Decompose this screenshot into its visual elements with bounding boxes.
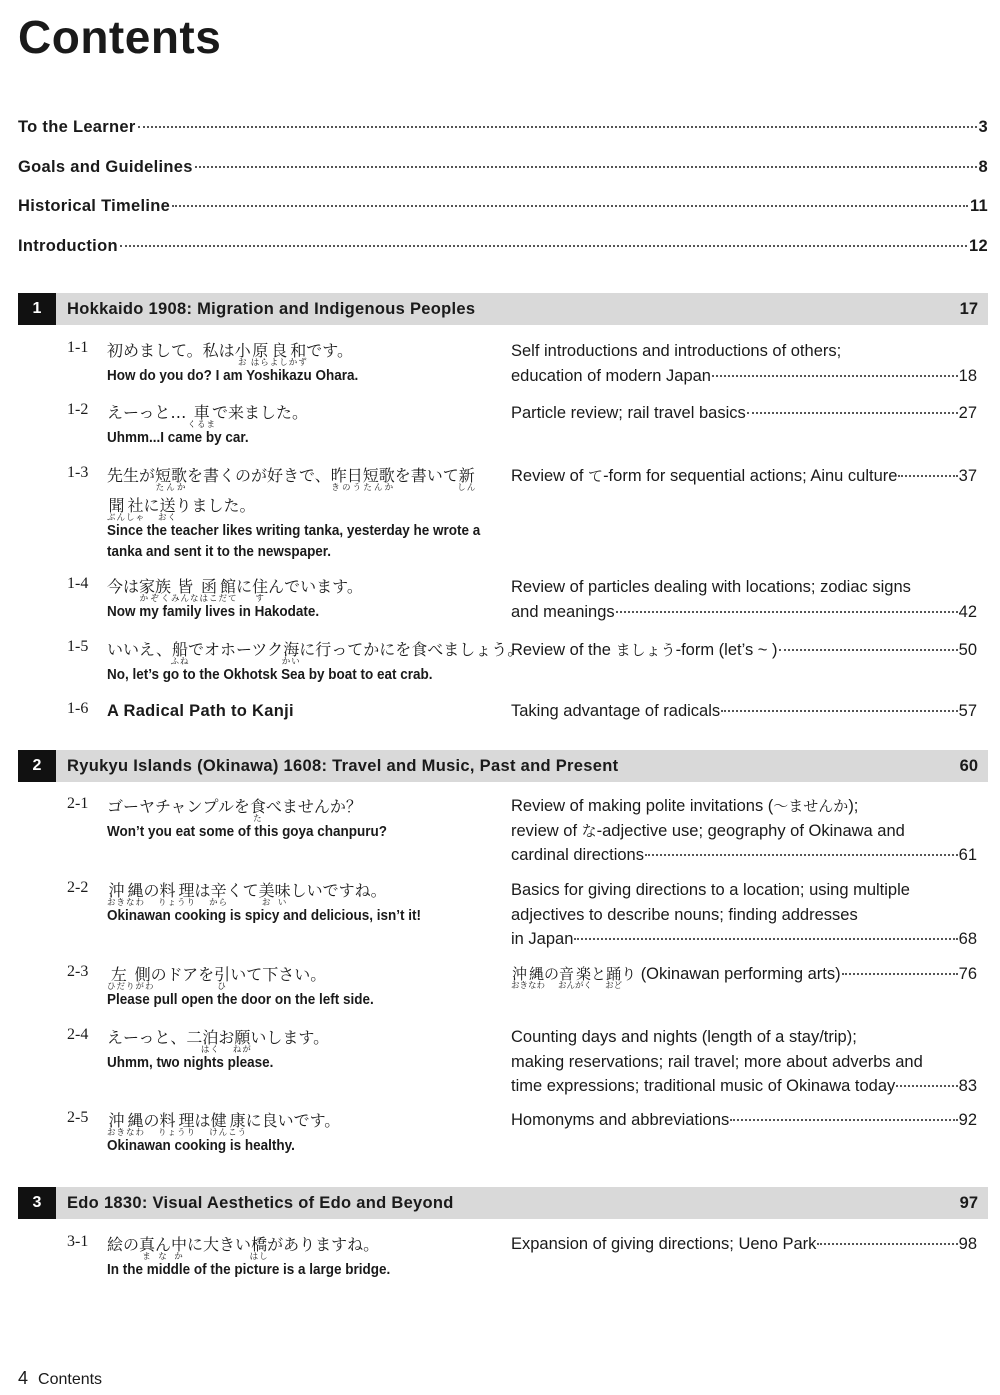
lesson-description: Particle review; rail travel basics 27	[511, 401, 977, 426]
chapter-title: Hokkaido 1908: Migration and Indigenous Peoples	[67, 299, 476, 318]
dot-leader	[616, 611, 958, 613]
lesson-english-title: Okinawan cooking is healthy.	[107, 1138, 295, 1154]
lesson-page: 50	[958, 641, 977, 659]
dot-leader	[645, 854, 958, 856]
lesson-number: 3-1	[67, 1233, 89, 1250]
lesson-description: Review of the ましょう -form (let’s ~ ) 50	[511, 638, 977, 663]
lesson-title: A Radical Path to Kanji	[107, 702, 294, 720]
lesson-page: 68	[958, 930, 977, 949]
chapter-header[interactable]	[18, 293, 988, 325]
front-matter-page: 8	[978, 157, 988, 176]
dot-leader	[574, 938, 957, 940]
dot-leader	[747, 412, 958, 414]
front-matter-item[interactable]	[18, 118, 988, 158]
dot-leader	[120, 245, 967, 247]
front-matter-label: Historical Timeline	[18, 197, 171, 215]
front-matter-item[interactable]	[18, 197, 988, 237]
dot-leader	[138, 126, 977, 128]
lesson-number: 1-5	[67, 638, 89, 655]
lesson-english-title: Uhmm, two nights please.	[107, 1055, 274, 1071]
lesson-page: 42	[958, 602, 977, 621]
chapter-title: Edo 1830: Visual Aesthetics of Edo and Beyond	[67, 1193, 454, 1212]
lesson-number: 2-3	[67, 963, 89, 980]
lesson-japanese-title-cont: 聞社ぶんしゃに送おくりました。	[107, 496, 256, 523]
front-matter-item[interactable]	[18, 158, 988, 198]
dot-leader	[721, 710, 958, 712]
chapter-header[interactable]	[18, 1187, 988, 1219]
lesson-japanese-title: 初めまして。私は小お原はら良よし和かずです。	[107, 341, 353, 368]
lesson-description: Expansion of giving directions; Ueno Park 98	[511, 1232, 977, 1257]
lesson-page: 61	[958, 846, 977, 865]
lesson-english-title: In the middle of the picture is a large bridge.	[107, 1262, 391, 1278]
chapter-header[interactable]	[18, 750, 988, 782]
chapter-title: Ryukyu Islands (Okinawa) 1608: Travel and Music, Past and Present	[67, 756, 619, 775]
lesson-number: 1-3	[67, 464, 89, 481]
lesson-page: 37	[958, 467, 977, 485]
page-footer	[18, 1368, 102, 1389]
lesson-english-title: Please pull open the door on the left side.	[107, 992, 374, 1008]
lesson-page: 76	[958, 965, 977, 983]
chapter-page: 97	[959, 1193, 978, 1212]
lesson-description: Review of て -form for sequential actions; Ainu culture 37	[511, 464, 977, 489]
front-matter-label: Goals and Guidelines	[18, 157, 193, 176]
front-matter-page: 11	[969, 197, 988, 215]
dot-leader	[730, 1119, 957, 1121]
lesson-number: 1-6	[67, 700, 89, 717]
lesson-page: 83	[958, 1077, 977, 1096]
page-title: Contents	[18, 11, 222, 63]
chapter-number: 1	[18, 293, 56, 325]
dot-leader	[712, 375, 958, 377]
lesson-english-title: Now my family lives in Hakodate.	[107, 604, 320, 620]
lesson-number: 1-4	[67, 575, 89, 592]
dot-leader	[172, 205, 968, 207]
chapter-page: 60	[959, 756, 978, 775]
dot-leader	[779, 649, 958, 651]
lesson-page: 92	[958, 1111, 977, 1129]
lesson-japanese-title: えーっと、二泊はくお願ねがいします。	[107, 1028, 330, 1055]
front-matter-list	[18, 118, 988, 276]
chapter-number: 3	[18, 1187, 56, 1219]
lesson-page: 98	[958, 1235, 977, 1253]
lesson-description: Homonyms and abbreviations 92	[511, 1108, 977, 1133]
lesson-english-title: Okinawan cooking is spicy and delicious, isn’t it!	[107, 908, 421, 924]
lesson-number: 2-5	[67, 1109, 89, 1126]
front-matter-item[interactable]	[18, 237, 988, 277]
lesson-number: 2-1	[67, 795, 89, 812]
front-matter-label: Introduction	[18, 236, 118, 255]
front-matter-label: To the Learner	[18, 118, 136, 136]
dot-leader	[898, 475, 957, 477]
lesson-japanese-title: 左側ひだりがわのドアを引ひいて下さい。	[107, 965, 327, 992]
lesson-page: 27	[958, 404, 977, 422]
lesson-japanese-title: 絵の真まん中なかに大きい橋はしがありますね。	[107, 1235, 380, 1262]
lesson-description: Self introductions and introductions of others; education of modern Japan 18	[511, 339, 977, 388]
lesson-english-title: No, let’s go to the Okhotsk Sea by boat to eat crab.	[107, 667, 433, 683]
lesson-english-title: Uhmm...I came by car.	[107, 430, 249, 446]
dot-leader	[842, 973, 958, 975]
lesson-page: 57	[958, 702, 977, 720]
lesson-number: 1-1	[67, 339, 89, 356]
lesson-japanese-title: 今は家族かぞく皆みんな函館はこだてに住すんでいます。	[107, 577, 363, 604]
lesson-japanese-title: 沖縄おきなわの料理りょうりは辛からくて美味おいしいですね。	[107, 881, 387, 908]
lesson-description: 沖縄おきなわの音楽おんがくと踊おどり (Okinawan performing arts) 76	[511, 962, 977, 990]
front-matter-page: 12	[969, 236, 988, 255]
lesson-english-title: Since the teacher likes writing tanka, yesterday he wrote a tanka and sent it to the newspaper.	[107, 523, 481, 560]
lesson-japanese-title: ゴーヤチャンプルを食たべませんか？	[107, 797, 362, 824]
dot-leader	[896, 1085, 957, 1087]
lesson-page: 18	[958, 366, 977, 385]
lesson-number: 2-4	[67, 1026, 89, 1043]
dot-leader	[817, 1243, 957, 1245]
lesson-description: Taking advantage of radicals 57	[511, 699, 977, 724]
lesson-description: Counting days and nights (length of a stay/trip); making reservations; rail travel; more about adverbs and time expressions; traditional music of Okinawa today 83	[511, 1025, 977, 1099]
front-matter-page: 3	[978, 118, 988, 136]
lesson-number: 1-2	[67, 401, 89, 418]
lesson-number: 2-2	[67, 879, 89, 896]
dot-leader	[195, 166, 977, 168]
lesson-description: Basics for giving directions to a location; using multiple adjectives to describe nouns; finding addresses in Japan 68	[511, 878, 977, 952]
chapter-page: 17	[959, 299, 978, 318]
footer-page-number: 4	[18, 1368, 29, 1388]
footer-label: Contents	[38, 1371, 103, 1388]
lesson-japanese-title: いいえ、船ふねでオホーツク海かいに行ってかにを食べましょう。	[107, 640, 524, 667]
lesson-japanese-title: 沖縄おきなわの料理りょうりは健康けんこうに良いです。	[107, 1111, 341, 1138]
lesson-description: Review of particles dealing with locations; zodiac signs and meanings 42	[511, 575, 977, 624]
lesson-japanese-title: 先生が短歌たんかを書くのが好きで、昨日きのう短歌たんかを書いて新しん	[107, 466, 477, 493]
lesson-english-title: Won’t you eat some of this goya chanpuru?	[107, 824, 387, 840]
chapter-number: 2	[18, 750, 56, 782]
lesson-description: Review of making polite invitations ( 〜ませんか ); review of な -adjective use; geography of Okinawa and cardinal directions 61	[511, 794, 977, 868]
lesson-english-title: How do you do? I am Yoshikazu Ohara.	[107, 368, 359, 384]
lesson-japanese-title: えーっと… 車くるまで来ました。	[107, 403, 308, 430]
